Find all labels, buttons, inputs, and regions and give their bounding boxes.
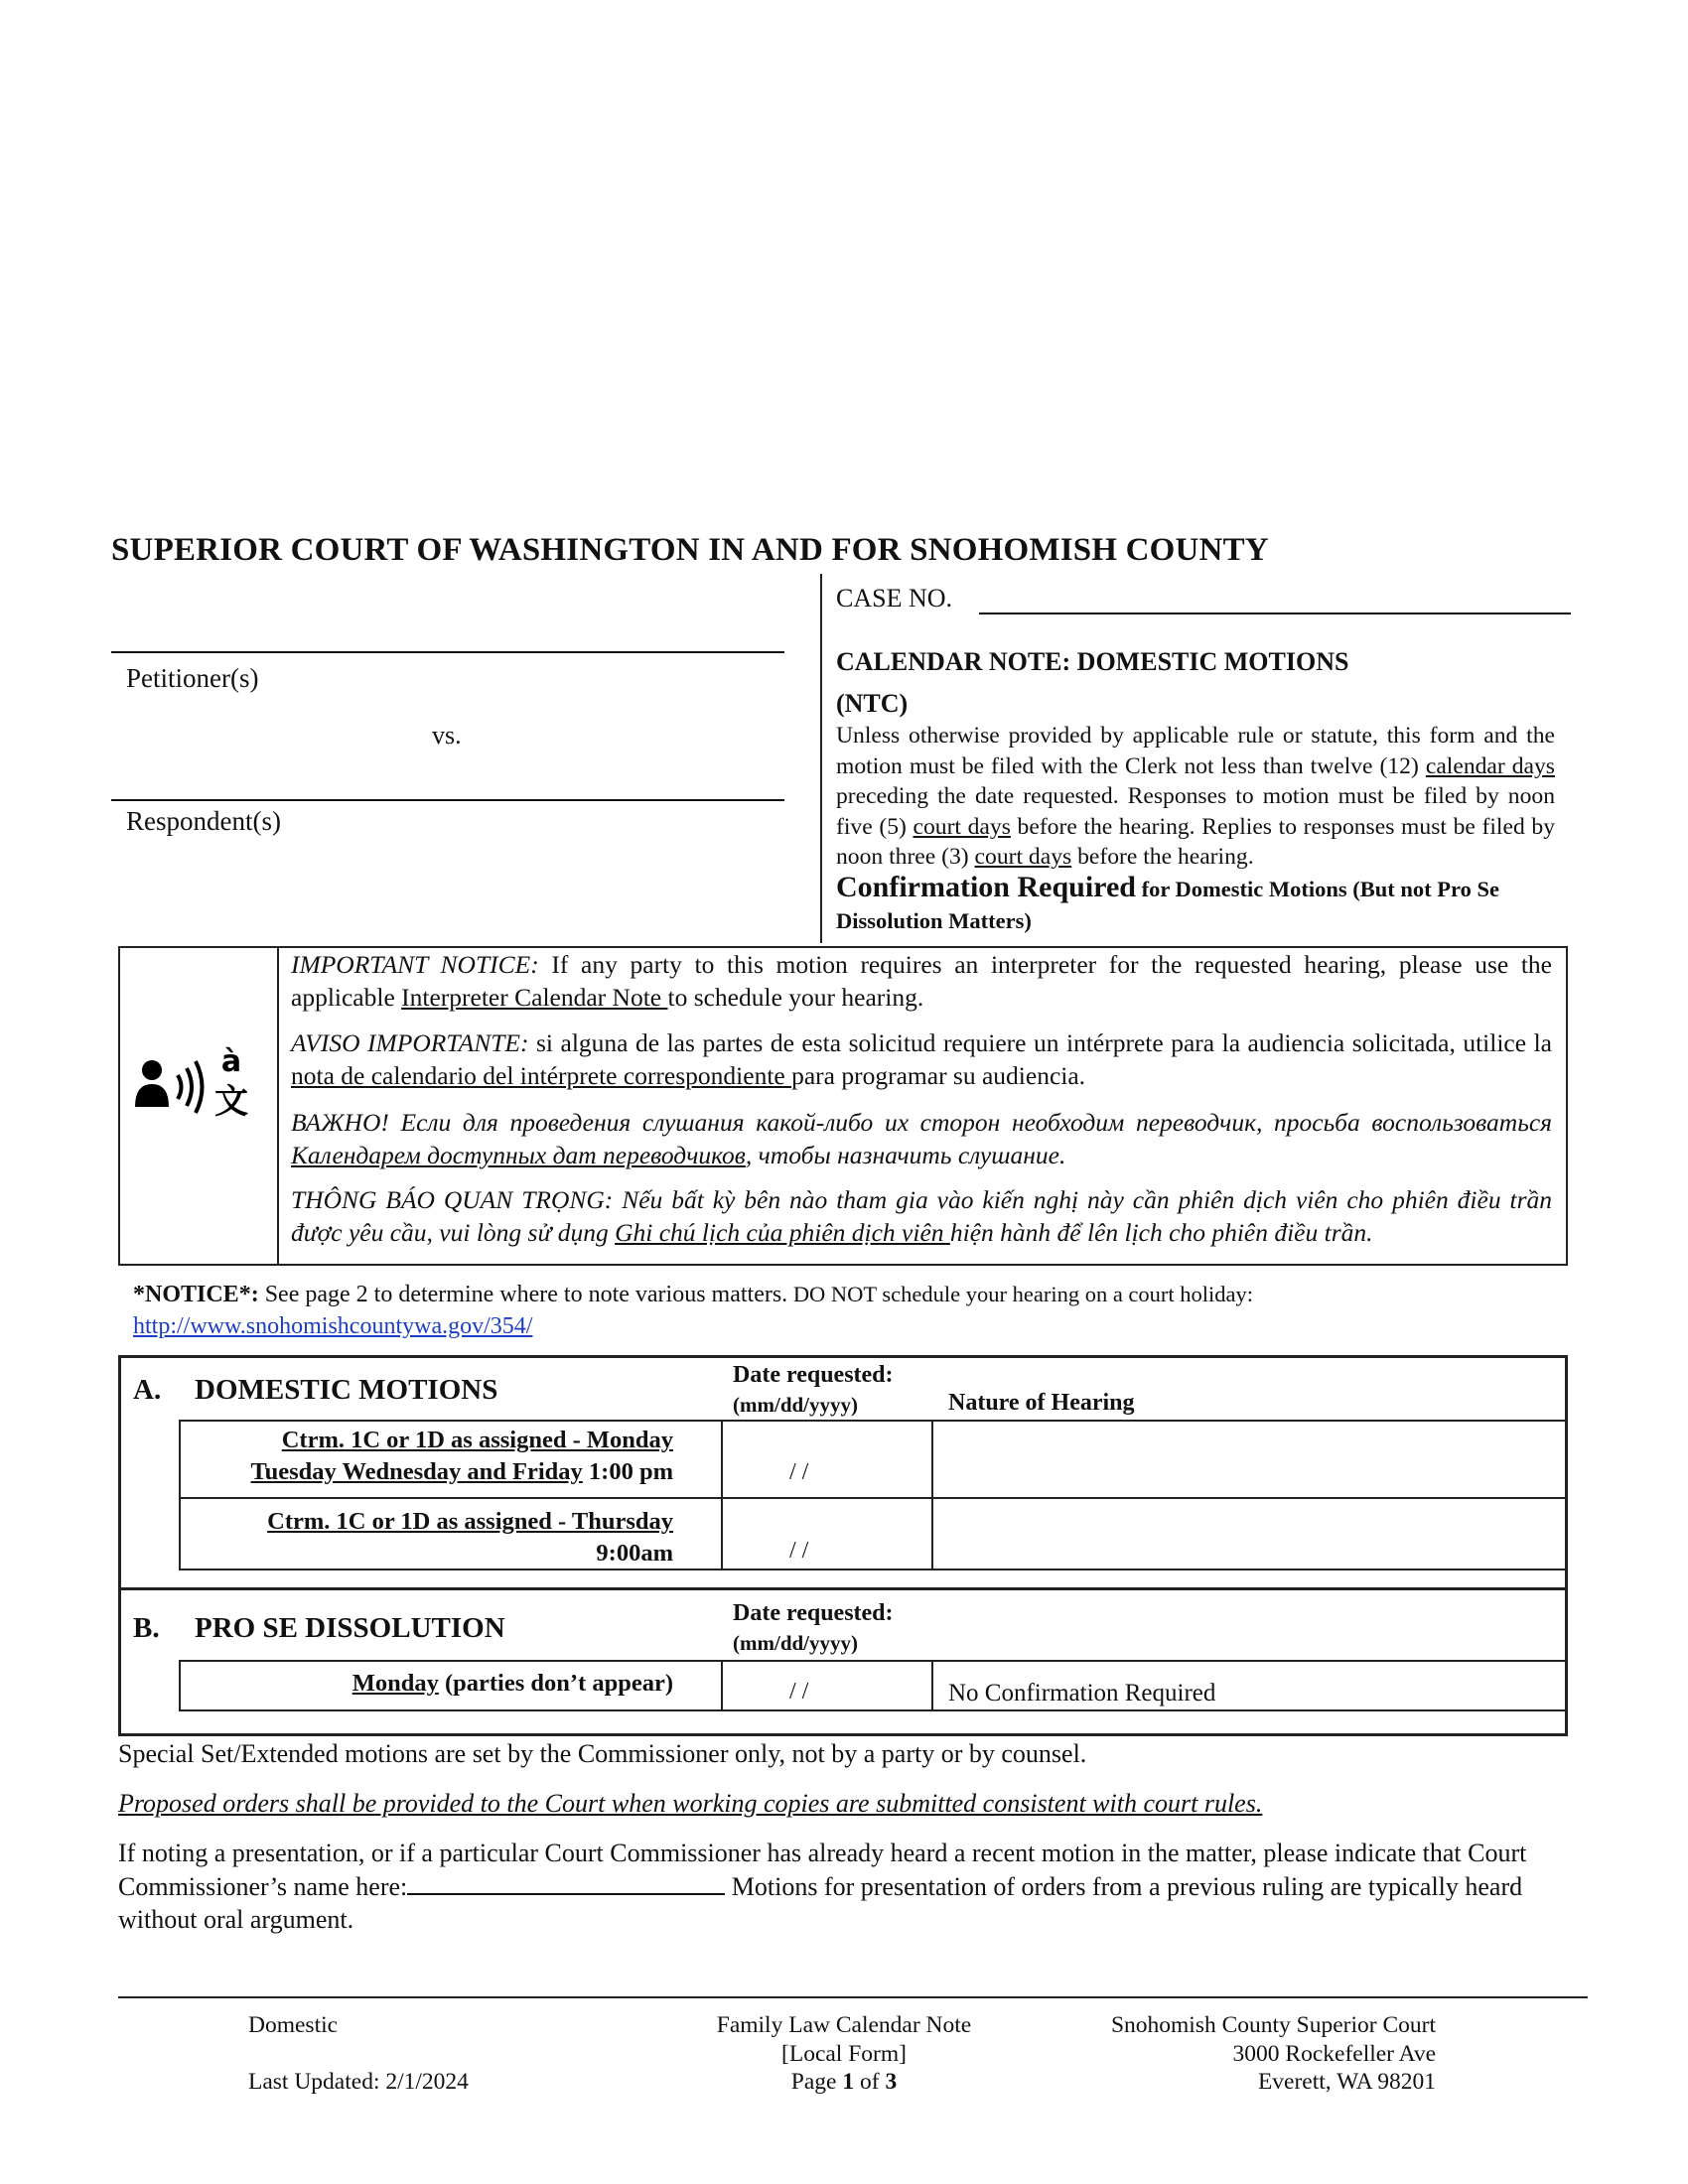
filing-rules (836, 721, 1555, 873)
court-title: SUPERIOR COURT OF WASHINGTON IN AND FOR SNOHOMISH COUNTY (111, 532, 1269, 568)
notice-russian-lead: ВАЖНО! (291, 1108, 389, 1137)
notice-russian (291, 1107, 1552, 1171)
rules-text-3: before the hearing. Replies to responses must be filed by noon three (3) (836, 813, 1555, 870)
row-b1-date-field[interactable] (721, 1660, 933, 1711)
section-a-date-format: (mm/dd/yyyy) (733, 1393, 858, 1417)
notice-english-text-end: to schedule your hearing. (667, 982, 924, 1012)
respondent-field[interactable] (111, 799, 784, 801)
case-no-field[interactable] (979, 613, 1571, 614)
footer-rule (118, 1996, 1588, 1998)
notice-russian-text-end: , чтобы назначить слушание. (745, 1140, 1066, 1169)
notice-english-lead: IMPORTANT NOTICE: (291, 950, 539, 979)
interpreter-calendar-note-link[interactable]: Interpreter Calendar Note (401, 982, 668, 1012)
row-a1-days: Tuesday Wednesday and Friday (250, 1458, 583, 1485)
general-notice-line (133, 1279, 1253, 1310)
calendar-note-title-line2: (NTC) (836, 689, 909, 718)
footer-last-updated: Last Updated: 2/1/2024 (248, 2069, 469, 2095)
section-b-letter: B. (133, 1612, 160, 1644)
footer-domestic: Domestic (248, 2012, 339, 2038)
notice-spanish-lead: AVISO IMPORTANTE: (291, 1028, 529, 1057)
section-divider (118, 1587, 1568, 1590)
row-a2-date-field[interactable] (721, 1497, 933, 1570)
notice-english-text: If any party to this motion requires an interpreter for the requested hearing, please use the applicable (291, 950, 1552, 1012)
presentation-text-1: If noting a presentation, or if a particular Court Commissioner has already heard a recent motion in the matter, please indicate that Court Commissioner’s name here: (118, 1839, 1527, 1901)
russian-interpreter-calendar-link[interactable]: Календарем доступных дат переводчиков (291, 1140, 746, 1169)
svg-text:à: à (220, 1044, 242, 1079)
proposed-orders-note: Proposed orders shall be provided to the Court when working copies are submitted consistent with court rules. (118, 1789, 1263, 1818)
rules-text-2: preceding the date requested. Responses to motion must be filed by noon five (5) (836, 783, 1555, 840)
case-no-label: CASE NO. (836, 584, 953, 613)
section-b-title: PRO SE DISSOLUTION (195, 1612, 505, 1644)
section-b-date-header (733, 1598, 894, 1658)
section-b-date-label: Date requested: (733, 1600, 894, 1626)
footer-court-address (1053, 2011, 1436, 2097)
confirmation-required-detail: for Domestic Motions (But not Pro Se Dissolution Matters) (836, 877, 1499, 933)
no-confirmation-required: No Confirmation Required (948, 1680, 1216, 1706)
general-notice-text: See page 2 to determine where to note various matters. (258, 1282, 788, 1307)
row-a1-nature-field[interactable] (931, 1420, 1568, 1499)
section-b-date-format: (mm/dd/yyyy) (733, 1631, 858, 1655)
notice-english (291, 949, 1552, 1014)
row-a1-date-field[interactable] (721, 1420, 933, 1499)
vs-label: vs. (432, 721, 462, 750)
notice-russian-text: Если для проведения слушания какой-либо их сторон необходим переводчик, просьба воспользоваться (388, 1108, 1552, 1137)
row-a1-time: 1:00 pm (582, 1458, 673, 1485)
rules-text-4: before the hearing. (1071, 844, 1254, 870)
special-set-note: Special Set/Extended motions are set by the Commissioner only, not by a party or by counsel. (118, 1739, 1087, 1768)
presentation-text-2: Motions for presentation of orders from a previous ruling are typically heard without oral argument. (118, 1872, 1523, 1934)
general-notice (133, 1279, 1253, 1342)
row-a2-time: 9:00am (596, 1540, 673, 1567)
row-b1-label (189, 1668, 673, 1700)
caption-divider (820, 574, 822, 943)
commissioner-name-field[interactable] (407, 1869, 725, 1895)
notice-vietnamese-text-end: hiện hành để lên lịch cho phiên điều trần. (949, 1217, 1373, 1247)
footer-city: Everett, WA 98201 (1257, 2069, 1436, 2095)
confirmation-required (836, 872, 1561, 937)
footer-local-form: [Local Form] (781, 2040, 907, 2067)
section-a-letter: A. (133, 1374, 162, 1406)
footer-court-name: Snohomish County Superior Court (1110, 2012, 1436, 2038)
row-a2-nature-field[interactable] (931, 1497, 1568, 1570)
notice-vietnamese-lead: THÔNG BÁO QUAN TRỌNG: (291, 1185, 614, 1214)
svg-text:文: 文 (214, 1082, 248, 1122)
nature-of-hearing-header: Nature of Hearing (948, 1390, 1135, 1416)
notice-vietnamese-text: Nếu bất kỳ bên nào tham gia vào kiến nghị này cần phiên dịch viên cho phiên điều trần được yêu cầu, vui lòng sử dụng (291, 1185, 1552, 1247)
respondent-label: Respondent(s) (126, 806, 281, 836)
footer-page-number: Page 1 of 3 (790, 2069, 898, 2095)
nota-de-calendario-link[interactable]: nota de calendario del intérprete correspondiente (291, 1060, 792, 1090)
court-holiday-link[interactable]: http://www.snohomishcountywa.gov/354/ (133, 1313, 533, 1339)
confirmation-required-heading: Confirmation Required (836, 871, 1136, 903)
section-a-title: DOMESTIC MOTIONS (195, 1374, 498, 1406)
row-b1-day: Monday (352, 1670, 439, 1697)
row-b1-date-slashes: / / (789, 1679, 809, 1705)
footer-form-name: Family Law Calendar Note (716, 2012, 972, 2038)
rules-text-1: Unless otherwise provided by applicable rule or statute, this form and the motion must be filed with the Clerk not less than twelve (12) (836, 723, 1555, 779)
court-holiday-warning: DO NOT schedule your hearing on a court holiday: (787, 1282, 1254, 1306)
row-a2-courtroom: Ctrm. 1C or 1D as assigned - Thursday (267, 1508, 673, 1535)
calendar-note-title-line1: CALENDAR NOTE: DOMESTIC MOTIONS (836, 647, 1349, 676)
notice-spanish (291, 1027, 1552, 1092)
footer-center (705, 2011, 983, 2097)
footer-street: 3000 Rockefeller Ave (1232, 2040, 1436, 2067)
notice-vietnamese (291, 1184, 1552, 1249)
rules-calendar-days: calendar days (1425, 752, 1555, 779)
general-notice-lead: *NOTICE*: (133, 1282, 259, 1307)
petitioner-label: Petitioner(s) (126, 663, 259, 693)
row-a1-date-slashes: / / (789, 1459, 809, 1485)
row-a1-label (189, 1425, 673, 1488)
section-a-date-header (733, 1360, 894, 1420)
calendar-note-title (836, 641, 1348, 725)
row-b1-note: (parties don’t appear) (438, 1670, 673, 1697)
presentation-note (118, 1837, 1568, 1936)
notice-spanish-text-end: para programar su audiencia. (791, 1060, 1086, 1090)
vietnamese-interpreter-calendar-link[interactable]: Ghi chú lịch của phiên dịch viên (615, 1217, 950, 1247)
row-a2-label (189, 1506, 673, 1570)
rules-court-days-2: court days (974, 844, 1072, 870)
petitioner-field[interactable] (111, 651, 784, 653)
section-a-date-label: Date requested: (733, 1362, 894, 1388)
row-a2-date-slashes: / / (789, 1538, 809, 1564)
rules-court-days-1: court days (913, 813, 1011, 840)
notice-spanish-text: si alguna de las partes de esta solicitud requiere un intérprete para la audiencia solicitada, utilice la (528, 1028, 1552, 1057)
person-speaking-translate-icon (130, 1037, 269, 1137)
row-a1-courtroom: Ctrm. 1C or 1D as assigned - Monday (281, 1427, 673, 1453)
